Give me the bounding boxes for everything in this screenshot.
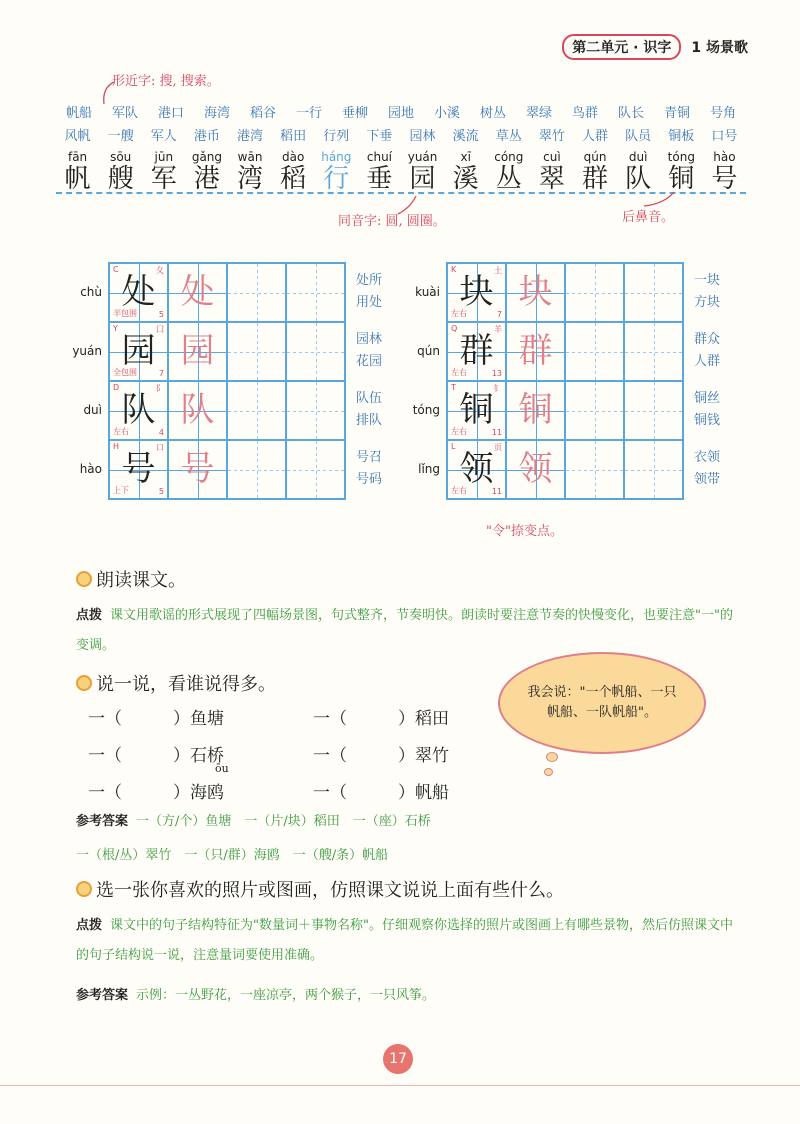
example-word: 方块 (694, 294, 721, 310)
structure: 左右 (451, 368, 467, 377)
vocab-word: 园地 (387, 106, 414, 121)
section-title: 说一说，看谁说得多。 (96, 674, 276, 695)
structure: 半包围 (113, 309, 137, 318)
example-word: 群众 (694, 331, 721, 347)
vocab-word: 号角 (709, 106, 736, 121)
index-letter: Q (451, 324, 458, 333)
answer-text: 示例：一丛野花，一座凉亭，两个猴子，一只风筝。 (136, 988, 436, 1003)
vocab-word: 翠竹 (538, 129, 565, 144)
answer-label: 参考答案 (76, 814, 129, 829)
index-letter: C (113, 265, 119, 274)
vocab-word: 铜板 (668, 129, 695, 144)
trace-character: 园 (180, 331, 215, 371)
vocab-word: 青铜 (663, 106, 690, 121)
new-character (660, 150, 703, 194)
character-pinyin: jūn (154, 150, 174, 164)
fill-row (88, 741, 538, 766)
new-character (185, 150, 228, 194)
grid-cell (286, 440, 345, 499)
vocab-word: 稻谷 (249, 106, 276, 121)
tip-read-aloud (76, 600, 736, 660)
stroke-count: 4 (158, 428, 164, 437)
example-words (356, 380, 382, 439)
vocab-word: 港币 (193, 129, 220, 144)
vocab-word: 鸟群 (571, 106, 598, 121)
vocab-word: 一行 (295, 106, 322, 121)
example-word: 人群 (694, 353, 721, 369)
example-words (694, 439, 720, 498)
vocab-word: 一艘 (107, 129, 134, 144)
fill-item: 一（ ）石桥 (88, 746, 224, 766)
section-say (76, 670, 276, 696)
answer-photo (76, 980, 736, 1010)
example-word: 队伍 (356, 390, 383, 406)
bullet-icon (76, 881, 92, 897)
character-pinyin: yuán (407, 150, 438, 164)
index-letter: K (451, 265, 457, 274)
grid-cell (447, 440, 506, 499)
character-pinyin: hào (713, 150, 736, 164)
vocab-word: 行列 (323, 129, 350, 144)
stroke-count: 11 (491, 487, 502, 496)
character-hanzi: 港 (193, 164, 220, 194)
grid-cell (168, 322, 227, 381)
new-character (444, 150, 487, 194)
bubble-text: 我会说："一个帆船、一只帆船、一队帆船"。 (527, 685, 677, 720)
bubble-tail-dot (544, 768, 553, 776)
new-character (703, 150, 746, 194)
example-words (694, 380, 720, 439)
grid-pinyin: lǐng (418, 461, 440, 476)
bullet-icon (76, 571, 92, 587)
character-hanzi: 号 (711, 164, 738, 194)
vocab-word: 稻田 (280, 129, 307, 144)
character-pinyin: fān (67, 150, 88, 164)
shape-similar-note: 形近字: 搜, 搜索。 (112, 74, 220, 89)
ou-pinyin: ōu (215, 762, 229, 775)
index-letter: D (113, 383, 120, 392)
model-character: 号 (121, 449, 156, 489)
vocab-word: 下垂 (366, 129, 393, 144)
grid-cell (227, 381, 286, 440)
character-pinyin: cuì (543, 150, 561, 164)
character-pinyin: wān (237, 150, 263, 164)
section-title: 选一张你喜欢的照片或图画，仿照课文说说上面有些什么。 (96, 880, 564, 901)
grid-pinyin: hào (79, 461, 102, 476)
page-number: 17 (383, 1044, 413, 1074)
vocab-word: 军队 (111, 106, 138, 121)
example-words (356, 439, 382, 498)
character-pinyin: sōu (110, 150, 132, 164)
example-word: 号码 (356, 471, 383, 487)
answer-say (76, 806, 736, 836)
vocab-word: 溪流 (452, 129, 479, 144)
bullet-icon (76, 675, 92, 691)
back-nasal-note: 后鼻音。 (622, 210, 675, 225)
character-pinyin: duì (628, 150, 648, 164)
vocab-word: 港口 (157, 106, 184, 121)
example-word: 铜丝 (694, 390, 721, 406)
vocab-word: 海湾 (203, 106, 230, 121)
vocab-word: 队员 (625, 129, 652, 144)
fill-item: 一（ ）帆船 (313, 783, 449, 803)
vocab-word: 军人 (150, 129, 177, 144)
answer-label: 参考答案 (76, 988, 129, 1003)
page-header (562, 34, 748, 60)
example-word: 铜钱 (694, 412, 721, 428)
homophone-note: 同音字: 圆, 圆圈。 (338, 214, 446, 229)
vocab-word: 小溪 (433, 106, 460, 121)
fill-item: 一（ ）稻田 (313, 709, 449, 729)
grid-cell (447, 381, 506, 440)
character-pinyin: qún (583, 150, 607, 164)
stroke-count: 13 (491, 369, 502, 378)
writing-grid-left (62, 262, 382, 500)
grid-cell (506, 263, 565, 322)
vocab-word: 港湾 (237, 129, 264, 144)
example-word: 一块 (694, 272, 721, 288)
fill-row (88, 704, 538, 729)
character-pinyin: dào (282, 150, 305, 164)
grid-cell (624, 381, 683, 440)
character-hanzi: 行 (323, 164, 350, 194)
grid-cell (286, 381, 345, 440)
character-hanzi: 丛 (495, 164, 522, 194)
new-character (530, 150, 573, 194)
character-hanzi: 翠 (538, 164, 565, 194)
tip-label: 点拨 (76, 918, 103, 933)
model-character: 队 (121, 390, 156, 430)
vocab-word: 园林 (409, 129, 436, 144)
model-character: 块 (459, 272, 494, 312)
tip-label: 点拨 (76, 608, 103, 623)
character-pinyin: tóng (667, 150, 695, 164)
character-hanzi: 湾 (237, 164, 264, 194)
grid-cell (565, 381, 624, 440)
grid-cell (109, 322, 168, 381)
model-character: 铜 (459, 390, 494, 430)
grid-cell (506, 440, 565, 499)
grid-cell (168, 263, 227, 322)
bubble-tail-dot (546, 752, 558, 762)
vocab-word: 树丛 (479, 106, 506, 121)
radical: 羊 (494, 325, 502, 334)
radical: 钅 (494, 384, 502, 393)
unit-badge: 第二单元 · 识字 (562, 34, 681, 60)
new-character (142, 150, 185, 194)
character-pinyin: háng (321, 150, 352, 164)
character-pinyin: gǎng (191, 150, 223, 164)
vocab-row-bottom (56, 125, 746, 144)
character-hanzi: 军 (150, 164, 177, 194)
new-character (229, 150, 272, 194)
radical: 土 (494, 266, 502, 275)
vocab-word: 人群 (582, 129, 609, 144)
grid-pinyin: qún (417, 343, 440, 358)
character-hanzi: 溪 (452, 164, 479, 194)
grid-cell (168, 440, 227, 499)
fill-item: 一（ ）翠竹 (313, 746, 449, 766)
grid-pinyin: tóng (412, 402, 440, 417)
character-pinyin: cóng (494, 150, 524, 164)
character-pinyin: xī (460, 150, 471, 164)
tip-photo (76, 910, 736, 970)
model-character: 园 (121, 331, 156, 371)
grid-cell (286, 263, 345, 322)
section-read-aloud (76, 566, 186, 592)
new-character (315, 150, 358, 194)
speech-bubble (498, 652, 706, 754)
grid-pinyin: yuán (72, 343, 102, 358)
grid-cell (447, 322, 506, 381)
example-words (356, 321, 382, 380)
section-photo (76, 876, 564, 902)
grid-pinyin: chù (80, 284, 102, 299)
character-pinyin: chuí (366, 150, 393, 164)
grid-cell (109, 381, 168, 440)
character-hanzi: 园 (409, 164, 436, 194)
fill-item: 一（ ）鱼塘 (88, 709, 224, 729)
grid-cell (109, 440, 168, 499)
grid-pinyin: kuài (415, 284, 440, 299)
new-character (358, 150, 401, 194)
example-word: 号召 (356, 449, 383, 465)
trace-character: 块 (518, 272, 553, 312)
vocab-row-top (56, 102, 746, 121)
new-character (487, 150, 530, 194)
model-character: 领 (459, 449, 494, 489)
stroke-count: 7 (496, 310, 502, 319)
trace-character: 处 (180, 272, 215, 312)
stroke-count: 11 (491, 428, 502, 437)
new-characters-row (56, 150, 746, 194)
grid-cell (168, 381, 227, 440)
stroke-count: 5 (158, 487, 164, 496)
grid-cell (227, 322, 286, 381)
vocab-word: 帆船 (65, 106, 92, 121)
structure: 左右 (113, 427, 129, 436)
grid-cell (506, 322, 565, 381)
ling-stroke-note: "令"捺变点。 (486, 524, 563, 539)
grid-cell (624, 322, 683, 381)
character-hanzi: 艘 (107, 164, 134, 194)
structure: 左右 (451, 309, 467, 318)
trace-character: 号 (180, 449, 215, 489)
vocab-word: 队长 (617, 106, 644, 121)
character-hanzi: 稻 (280, 164, 307, 194)
grid-cell (565, 322, 624, 381)
lesson-title: 1 场景歌 (691, 40, 748, 56)
structure: 全包围 (113, 368, 137, 377)
writing-grid-right (400, 262, 720, 500)
grid-cell (624, 263, 683, 322)
new-character (401, 150, 444, 194)
trace-character: 领 (518, 449, 553, 489)
section-title: 朗读课文。 (96, 570, 186, 591)
stroke-count: 5 (158, 310, 164, 319)
example-words (694, 262, 720, 321)
grid-cell (286, 322, 345, 381)
example-word: 花园 (356, 353, 383, 369)
new-character (272, 150, 315, 194)
model-character: 处 (121, 272, 156, 312)
example-word: 用处 (356, 294, 383, 310)
trace-character: 队 (180, 390, 215, 430)
vocab-word: 翠绿 (525, 106, 552, 121)
radical: 囗 (156, 325, 164, 334)
grid-cell (565, 440, 624, 499)
tip-text: 课文中的句子结构特征为"数量词＋事物名称"。仔细观察你选择的照片或图画上有哪些景物，然后仿照课文中的句子结构说一说，注意量词要使用准确。 (76, 918, 733, 963)
stroke-count: 7 (158, 369, 164, 378)
example-word: 衣领 (694, 449, 721, 465)
vocab-word: 草丛 (495, 129, 522, 144)
answer-line: 一（方/个）鱼塘 一（片/块）稻田 一（座）石桥 (136, 814, 431, 829)
structure: 左右 (451, 427, 467, 436)
vocab-word: 垂柳 (341, 106, 368, 121)
character-hanzi: 群 (582, 164, 609, 194)
vocab-word: 口号 (711, 129, 738, 144)
bottom-rule (0, 1085, 800, 1086)
example-words (694, 321, 720, 380)
answer-say-2 (76, 840, 736, 870)
index-letter: L (451, 442, 456, 451)
example-word: 园林 (356, 331, 383, 347)
fill-row (88, 778, 538, 803)
radical: 口 (156, 443, 164, 452)
grid-cell (227, 440, 286, 499)
grid-cell (447, 263, 506, 322)
character-hanzi: 铜 (668, 164, 695, 194)
trace-character: 群 (518, 331, 553, 371)
radical: 夂 (156, 266, 164, 275)
index-letter: Y (113, 324, 118, 333)
new-character (617, 150, 660, 194)
character-hanzi: 帆 (64, 164, 91, 194)
structure: 左右 (451, 486, 467, 495)
grid-pinyin: duì (83, 402, 102, 417)
grid-cell (227, 263, 286, 322)
new-character (574, 150, 617, 194)
homophone-arrow-icon (394, 194, 424, 216)
back-nasal-arrow-icon (640, 190, 680, 210)
grid-cell (109, 263, 168, 322)
trace-character: 铜 (518, 390, 553, 430)
new-character (99, 150, 142, 194)
radical: 页 (494, 443, 502, 452)
grid-cell (565, 263, 624, 322)
example-word: 领带 (694, 471, 721, 487)
vocab-word: 风帆 (64, 129, 91, 144)
example-words (356, 262, 382, 321)
example-word: 排队 (356, 412, 383, 428)
example-word: 处所 (356, 272, 383, 288)
tip-text: 课文用歌谣的形式展现了四幅场景图，句式整齐，节奏明快。朗读时要注意节奏的快慢变化，也要注意"一"的变调。 (76, 608, 733, 653)
character-hanzi: 垂 (366, 164, 393, 194)
answer-line: 一（根/丛）翠竹 一（只/群）海鸥 一（艘/条）帆船 (76, 848, 389, 863)
fill-in-exercise (88, 704, 538, 815)
character-hanzi: 队 (625, 164, 652, 194)
index-letter: H (113, 442, 120, 451)
grid-cell (624, 440, 683, 499)
index-letter: T (451, 383, 456, 392)
structure: 上下 (113, 486, 129, 495)
new-character (56, 150, 99, 194)
model-character: 群 (459, 331, 494, 371)
radical: 阝 (156, 384, 164, 393)
grid-cell (506, 381, 565, 440)
fill-item: 一（ ）海鸥 (88, 783, 224, 803)
